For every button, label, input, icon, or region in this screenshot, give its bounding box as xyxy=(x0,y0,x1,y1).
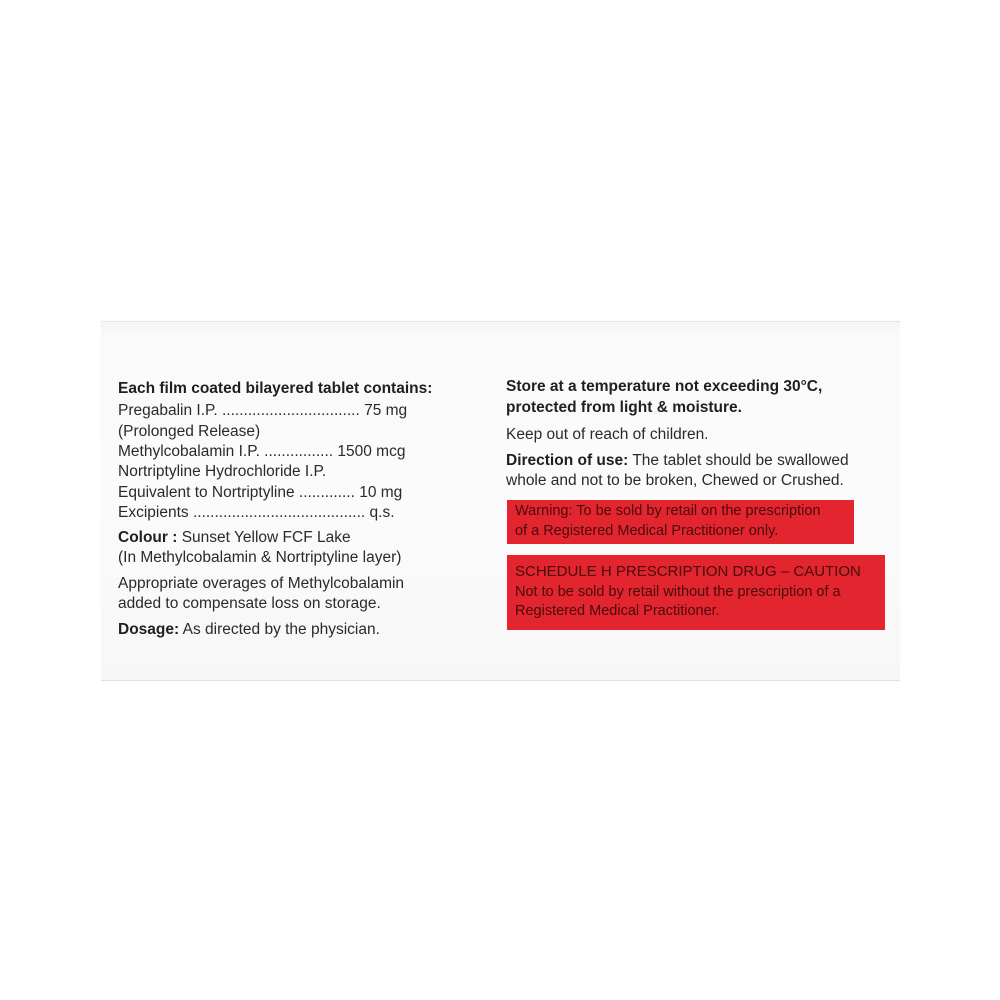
composition-heading: Each film coated bilayered tablet contains: xyxy=(118,380,433,397)
schedule-h-box xyxy=(507,555,885,630)
dosage-label: Dosage: xyxy=(118,621,180,638)
overages-line: added to compensate loss on storage. xyxy=(118,595,381,612)
colour-line xyxy=(118,529,351,547)
storage-line: protected from light & moisture. xyxy=(506,399,742,416)
direction-line xyxy=(506,452,849,470)
colour-note: (In Methylcobalamin & Nortriptyline layer) xyxy=(118,549,402,566)
storage-line: Store at a temperature not exceeding 30°C, xyxy=(506,378,823,395)
schedule-line: Not to be sold by retail without the prescription of a xyxy=(515,584,841,600)
ingredient-line: (Prolonged Release) xyxy=(118,423,261,440)
colour-value: Sunset Yellow FCF Lake xyxy=(177,529,351,546)
dosage-value: As directed by the physician. xyxy=(179,621,380,638)
ingredient-line: Equivalent to Nortriptyline ............. 10 mg xyxy=(118,484,403,501)
ingredient-line: Pregabalin I.P. ................................ 75 mg xyxy=(118,402,408,419)
colour-label: Colour : xyxy=(118,529,178,546)
warning-line: Warning: To be sold by retail on the prescription xyxy=(515,503,821,519)
ingredient-line: Excipients ........................................ q.s. xyxy=(118,504,395,521)
medicine-carton-back xyxy=(101,321,900,681)
warning-line: of a Registered Medical Practitioner only. xyxy=(515,523,779,539)
direction-label: Direction of use: xyxy=(506,452,629,469)
dosage-line xyxy=(118,621,380,639)
ingredient-line: Nortriptyline Hydrochloride I.P. xyxy=(118,463,327,480)
schedule-heading: SCHEDULE H PRESCRIPTION DRUG – CAUTION xyxy=(515,563,861,580)
retail-warning-box xyxy=(507,500,854,544)
overages-line: Appropriate overages of Methylcobalamin xyxy=(118,575,405,592)
direction-line: whole and not to be broken, Chewed or Crushed. xyxy=(506,472,844,489)
direction-value: The tablet should be swallowed xyxy=(628,452,849,469)
schedule-line: Registered Medical Practitioner. xyxy=(515,603,720,619)
children-warning: Keep out of reach of children. xyxy=(506,426,709,443)
ingredient-line: Methylcobalamin I.P. ................ 1500 mcg xyxy=(118,443,406,460)
